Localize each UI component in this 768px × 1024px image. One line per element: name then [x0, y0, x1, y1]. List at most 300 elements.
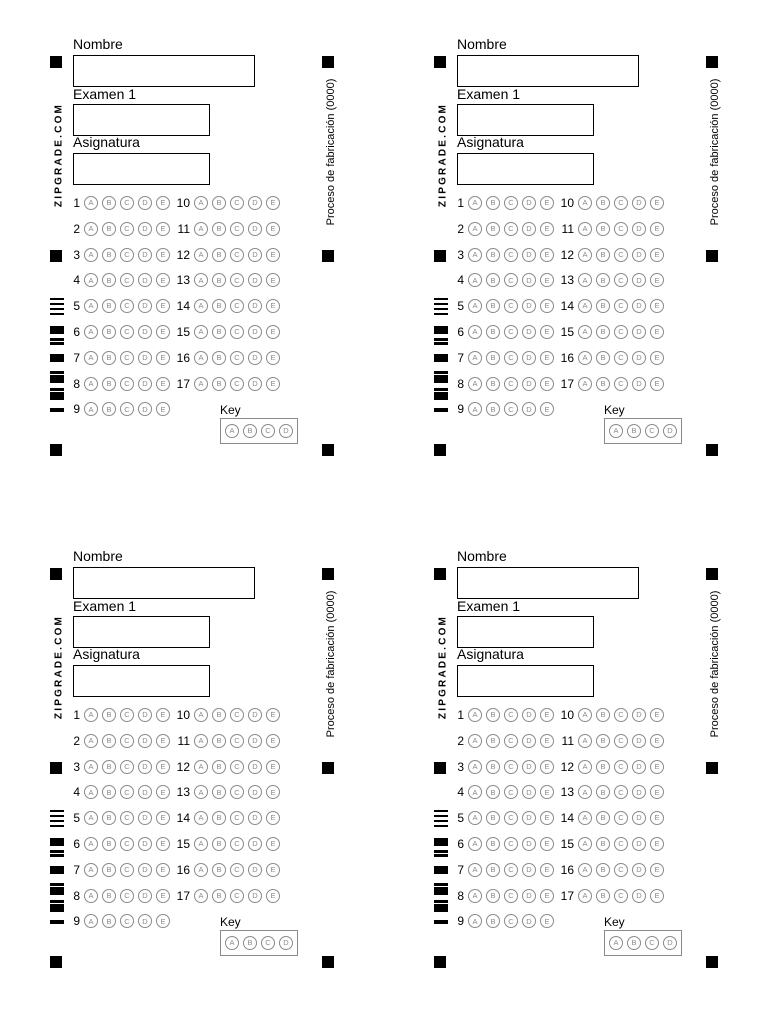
answer-bubble-c[interactable]: C	[614, 863, 628, 877]
answer-bubble-a[interactable]: A	[468, 402, 482, 416]
answer-bubble-c[interactable]: C	[614, 734, 628, 748]
answer-bubble-c[interactable]: C	[230, 760, 244, 774]
answer-bubble-e[interactable]: E	[650, 837, 664, 851]
key-bubble-b[interactable]: B	[627, 424, 641, 438]
answer-bubble-e[interactable]: E	[650, 863, 664, 877]
answer-bubble-b[interactable]: B	[102, 402, 116, 416]
answer-bubble-e[interactable]: E	[540, 273, 554, 287]
exam-input-box[interactable]	[73, 616, 210, 648]
answer-bubble-c[interactable]: C	[120, 402, 134, 416]
key-bubble-d[interactable]: D	[279, 424, 293, 438]
answer-bubble-a[interactable]: A	[84, 914, 98, 928]
answer-bubble-b[interactable]: B	[596, 734, 610, 748]
answer-bubble-c[interactable]: C	[614, 248, 628, 262]
answer-bubble-e[interactable]: E	[266, 222, 280, 236]
answer-bubble-b[interactable]: B	[212, 734, 226, 748]
answer-bubble-c[interactable]: C	[504, 325, 518, 339]
answer-bubble-e[interactable]: E	[156, 760, 170, 774]
answer-bubble-b[interactable]: B	[212, 222, 226, 236]
answer-bubble-d[interactable]: D	[248, 377, 262, 391]
answer-bubble-e[interactable]: E	[650, 760, 664, 774]
answer-bubble-b[interactable]: B	[102, 837, 116, 851]
answer-bubble-e[interactable]: E	[540, 222, 554, 236]
answer-bubble-c[interactable]: C	[230, 351, 244, 365]
answer-bubble-e[interactable]: E	[650, 785, 664, 799]
answer-bubble-b[interactable]: B	[486, 299, 500, 313]
answer-bubble-a[interactable]: A	[578, 734, 592, 748]
answer-bubble-a[interactable]: A	[578, 837, 592, 851]
answer-bubble-c[interactable]: C	[120, 889, 134, 903]
answer-bubble-e[interactable]: E	[650, 708, 664, 722]
answer-bubble-b[interactable]: B	[486, 837, 500, 851]
subject-input-box[interactable]	[457, 153, 594, 185]
answer-bubble-b[interactable]: B	[212, 811, 226, 825]
answer-bubble-d[interactable]: D	[138, 785, 152, 799]
answer-bubble-c[interactable]: C	[614, 325, 628, 339]
key-bubble-b[interactable]: B	[627, 936, 641, 950]
answer-bubble-d[interactable]: D	[248, 734, 262, 748]
answer-bubble-a[interactable]: A	[578, 785, 592, 799]
answer-bubble-a[interactable]: A	[194, 273, 208, 287]
answer-bubble-c[interactable]: C	[504, 248, 518, 262]
answer-bubble-d[interactable]: D	[522, 377, 536, 391]
answer-bubble-b[interactable]: B	[596, 196, 610, 210]
answer-bubble-b[interactable]: B	[596, 377, 610, 391]
key-bubble-c[interactable]: C	[261, 424, 275, 438]
answer-bubble-d[interactable]: D	[248, 889, 262, 903]
answer-bubble-e[interactable]: E	[156, 708, 170, 722]
answer-bubble-e[interactable]: E	[156, 248, 170, 262]
answer-bubble-c[interactable]: C	[120, 734, 134, 748]
answer-bubble-e[interactable]: E	[540, 196, 554, 210]
answer-bubble-b[interactable]: B	[486, 196, 500, 210]
name-input-box[interactable]	[457, 567, 639, 599]
answer-bubble-d[interactable]: D	[138, 734, 152, 748]
answer-bubble-b[interactable]: B	[486, 325, 500, 339]
answer-bubble-b[interactable]: B	[102, 196, 116, 210]
answer-bubble-e[interactable]: E	[156, 196, 170, 210]
answer-bubble-a[interactable]: A	[578, 351, 592, 365]
answer-bubble-a[interactable]: A	[194, 785, 208, 799]
answer-bubble-b[interactable]: B	[486, 811, 500, 825]
answer-bubble-c[interactable]: C	[230, 377, 244, 391]
answer-bubble-c[interactable]: C	[120, 708, 134, 722]
answer-bubble-e[interactable]: E	[266, 273, 280, 287]
answer-bubble-e[interactable]: E	[650, 734, 664, 748]
answer-bubble-a[interactable]: A	[578, 325, 592, 339]
answer-bubble-c[interactable]: C	[504, 811, 518, 825]
answer-bubble-d[interactable]: D	[138, 248, 152, 262]
answer-bubble-d[interactable]: D	[248, 248, 262, 262]
answer-bubble-b[interactable]: B	[102, 785, 116, 799]
answer-bubble-a[interactable]: A	[194, 299, 208, 313]
answer-bubble-a[interactable]: A	[84, 863, 98, 877]
answer-bubble-b[interactable]: B	[102, 811, 116, 825]
answer-bubble-e[interactable]: E	[266, 351, 280, 365]
answer-bubble-e[interactable]: E	[540, 785, 554, 799]
answer-bubble-d[interactable]: D	[138, 863, 152, 877]
answer-bubble-b[interactable]: B	[212, 760, 226, 774]
answer-bubble-a[interactable]: A	[468, 325, 482, 339]
answer-bubble-d[interactable]: D	[522, 222, 536, 236]
answer-bubble-a[interactable]: A	[84, 785, 98, 799]
answer-bubble-b[interactable]: B	[102, 708, 116, 722]
answer-bubble-e[interactable]: E	[540, 811, 554, 825]
answer-bubble-d[interactable]: D	[632, 248, 646, 262]
answer-bubble-c[interactable]: C	[120, 811, 134, 825]
answer-bubble-a[interactable]: A	[84, 248, 98, 262]
subject-input-box[interactable]	[73, 153, 210, 185]
answer-bubble-e[interactable]: E	[156, 837, 170, 851]
answer-bubble-a[interactable]: A	[468, 811, 482, 825]
answer-bubble-d[interactable]: D	[522, 889, 536, 903]
answer-bubble-a[interactable]: A	[84, 351, 98, 365]
answer-bubble-b[interactable]: B	[212, 299, 226, 313]
answer-bubble-c[interactable]: C	[614, 785, 628, 799]
answer-bubble-e[interactable]: E	[540, 734, 554, 748]
answer-bubble-b[interactable]: B	[102, 889, 116, 903]
answer-bubble-a[interactable]: A	[84, 222, 98, 236]
answer-bubble-a[interactable]: A	[194, 837, 208, 851]
answer-bubble-b[interactable]: B	[596, 708, 610, 722]
answer-bubble-e[interactable]: E	[540, 914, 554, 928]
answer-bubble-d[interactable]: D	[522, 402, 536, 416]
answer-bubble-b[interactable]: B	[486, 222, 500, 236]
answer-bubble-b[interactable]: B	[212, 785, 226, 799]
answer-bubble-d[interactable]: D	[522, 299, 536, 313]
answer-bubble-b[interactable]: B	[102, 248, 116, 262]
answer-bubble-c[interactable]: C	[230, 785, 244, 799]
answer-bubble-d[interactable]: D	[632, 889, 646, 903]
answer-bubble-c[interactable]: C	[614, 760, 628, 774]
answer-bubble-c[interactable]: C	[614, 837, 628, 851]
answer-bubble-d[interactable]: D	[522, 273, 536, 287]
answer-bubble-e[interactable]: E	[266, 785, 280, 799]
answer-bubble-d[interactable]: D	[632, 273, 646, 287]
answer-bubble-a[interactable]: A	[468, 734, 482, 748]
answer-bubble-b[interactable]: B	[486, 734, 500, 748]
answer-bubble-d[interactable]: D	[522, 708, 536, 722]
answer-bubble-e[interactable]: E	[266, 889, 280, 903]
answer-bubble-e[interactable]: E	[266, 734, 280, 748]
answer-bubble-d[interactable]: D	[138, 760, 152, 774]
answer-bubble-a[interactable]: A	[468, 273, 482, 287]
answer-bubble-e[interactable]: E	[540, 760, 554, 774]
answer-bubble-d[interactable]: D	[248, 325, 262, 339]
answer-bubble-b[interactable]: B	[486, 914, 500, 928]
answer-bubble-e[interactable]: E	[156, 351, 170, 365]
answer-bubble-c[interactable]: C	[120, 377, 134, 391]
answer-bubble-b[interactable]: B	[212, 377, 226, 391]
answer-bubble-c[interactable]: C	[614, 351, 628, 365]
answer-bubble-a[interactable]: A	[84, 325, 98, 339]
answer-bubble-c[interactable]: C	[230, 248, 244, 262]
answer-bubble-e[interactable]: E	[540, 402, 554, 416]
answer-bubble-a[interactable]: A	[84, 734, 98, 748]
answer-bubble-b[interactable]: B	[102, 325, 116, 339]
answer-bubble-c[interactable]: C	[120, 248, 134, 262]
answer-bubble-c[interactable]: C	[504, 785, 518, 799]
answer-bubble-c[interactable]: C	[120, 222, 134, 236]
answer-bubble-b[interactable]: B	[486, 273, 500, 287]
answer-bubble-c[interactable]: C	[504, 863, 518, 877]
answer-bubble-e[interactable]: E	[650, 889, 664, 903]
answer-bubble-a[interactable]: A	[84, 402, 98, 416]
answer-bubble-d[interactable]: D	[522, 760, 536, 774]
answer-bubble-d[interactable]: D	[138, 351, 152, 365]
answer-bubble-a[interactable]: A	[578, 889, 592, 903]
answer-bubble-e[interactable]: E	[650, 248, 664, 262]
key-bubble-c[interactable]: C	[645, 424, 659, 438]
answer-bubble-a[interactable]: A	[468, 914, 482, 928]
key-bubble-c[interactable]: C	[645, 936, 659, 950]
answer-bubble-e[interactable]: E	[156, 273, 170, 287]
answer-bubble-c[interactable]: C	[120, 351, 134, 365]
answer-bubble-d[interactable]: D	[632, 708, 646, 722]
answer-bubble-b[interactable]: B	[212, 351, 226, 365]
answer-bubble-a[interactable]: A	[194, 734, 208, 748]
answer-bubble-c[interactable]: C	[504, 402, 518, 416]
answer-bubble-e[interactable]: E	[540, 863, 554, 877]
answer-bubble-a[interactable]: A	[84, 760, 98, 774]
answer-bubble-e[interactable]: E	[156, 402, 170, 416]
answer-bubble-b[interactable]: B	[596, 785, 610, 799]
answer-bubble-c[interactable]: C	[120, 863, 134, 877]
answer-bubble-d[interactable]: D	[522, 734, 536, 748]
answer-bubble-b[interactable]: B	[102, 760, 116, 774]
answer-bubble-e[interactable]: E	[540, 377, 554, 391]
answer-bubble-d[interactable]: D	[632, 377, 646, 391]
answer-bubble-e[interactable]: E	[266, 863, 280, 877]
answer-bubble-d[interactable]: D	[632, 222, 646, 236]
answer-bubble-d[interactable]: D	[248, 196, 262, 210]
answer-bubble-b[interactable]: B	[596, 889, 610, 903]
answer-bubble-c[interactable]: C	[230, 811, 244, 825]
exam-input-box[interactable]	[457, 616, 594, 648]
name-input-box[interactable]	[73, 55, 255, 87]
answer-bubble-a[interactable]: A	[468, 377, 482, 391]
answer-bubble-d[interactable]: D	[632, 785, 646, 799]
answer-bubble-e[interactable]: E	[650, 811, 664, 825]
key-bubble-c[interactable]: C	[261, 936, 275, 950]
answer-bubble-b[interactable]: B	[596, 273, 610, 287]
answer-bubble-e[interactable]: E	[156, 222, 170, 236]
answer-bubble-c[interactable]: C	[504, 837, 518, 851]
answer-bubble-c[interactable]: C	[614, 811, 628, 825]
answer-bubble-c[interactable]: C	[120, 196, 134, 210]
subject-input-box[interactable]	[73, 665, 210, 697]
answer-bubble-c[interactable]: C	[230, 325, 244, 339]
answer-bubble-d[interactable]: D	[632, 734, 646, 748]
answer-bubble-c[interactable]: C	[120, 785, 134, 799]
answer-bubble-e[interactable]: E	[266, 708, 280, 722]
answer-bubble-a[interactable]: A	[578, 760, 592, 774]
answer-bubble-b[interactable]: B	[212, 889, 226, 903]
answer-bubble-a[interactable]: A	[194, 248, 208, 262]
answer-bubble-b[interactable]: B	[596, 351, 610, 365]
answer-bubble-c[interactable]: C	[504, 273, 518, 287]
answer-bubble-b[interactable]: B	[212, 863, 226, 877]
exam-input-box[interactable]	[73, 104, 210, 136]
answer-bubble-e[interactable]: E	[650, 196, 664, 210]
answer-bubble-b[interactable]: B	[102, 734, 116, 748]
answer-bubble-b[interactable]: B	[102, 222, 116, 236]
answer-bubble-c[interactable]: C	[230, 222, 244, 236]
answer-bubble-e[interactable]: E	[540, 248, 554, 262]
answer-bubble-c[interactable]: C	[504, 760, 518, 774]
answer-bubble-d[interactable]: D	[522, 837, 536, 851]
answer-bubble-b[interactable]: B	[596, 325, 610, 339]
answer-bubble-c[interactable]: C	[504, 196, 518, 210]
answer-bubble-d[interactable]: D	[138, 273, 152, 287]
answer-bubble-e[interactable]: E	[540, 351, 554, 365]
answer-bubble-e[interactable]: E	[540, 325, 554, 339]
answer-bubble-a[interactable]: A	[468, 222, 482, 236]
answer-bubble-a[interactable]: A	[578, 222, 592, 236]
answer-bubble-b[interactable]: B	[212, 196, 226, 210]
answer-bubble-b[interactable]: B	[596, 760, 610, 774]
answer-bubble-a[interactable]: A	[194, 222, 208, 236]
answer-bubble-e[interactable]: E	[540, 837, 554, 851]
answer-bubble-d[interactable]: D	[138, 222, 152, 236]
answer-bubble-d[interactable]: D	[138, 811, 152, 825]
answer-bubble-b[interactable]: B	[596, 299, 610, 313]
answer-bubble-d[interactable]: D	[138, 325, 152, 339]
answer-bubble-c[interactable]: C	[614, 708, 628, 722]
answer-bubble-a[interactable]: A	[194, 325, 208, 339]
answer-bubble-c[interactable]: C	[614, 196, 628, 210]
answer-bubble-e[interactable]: E	[156, 325, 170, 339]
answer-bubble-e[interactable]: E	[156, 889, 170, 903]
answer-bubble-e[interactable]: E	[540, 708, 554, 722]
answer-bubble-b[interactable]: B	[102, 377, 116, 391]
answer-bubble-c[interactable]: C	[504, 351, 518, 365]
answer-bubble-c[interactable]: C	[230, 734, 244, 748]
answer-bubble-e[interactable]: E	[266, 837, 280, 851]
answer-bubble-e[interactable]: E	[156, 785, 170, 799]
answer-bubble-b[interactable]: B	[486, 377, 500, 391]
answer-bubble-c[interactable]: C	[614, 222, 628, 236]
key-bubble-a[interactable]: A	[609, 424, 623, 438]
answer-bubble-b[interactable]: B	[596, 837, 610, 851]
answer-bubble-b[interactable]: B	[102, 273, 116, 287]
answer-bubble-a[interactable]: A	[468, 708, 482, 722]
exam-input-box[interactable]	[457, 104, 594, 136]
answer-bubble-a[interactable]: A	[468, 351, 482, 365]
answer-bubble-e[interactable]: E	[540, 889, 554, 903]
answer-bubble-c[interactable]: C	[504, 889, 518, 903]
answer-bubble-b[interactable]: B	[486, 785, 500, 799]
answer-bubble-a[interactable]: A	[468, 863, 482, 877]
answer-bubble-e[interactable]: E	[650, 273, 664, 287]
answer-bubble-b[interactable]: B	[486, 863, 500, 877]
answer-bubble-b[interactable]: B	[212, 325, 226, 339]
answer-bubble-d[interactable]: D	[632, 325, 646, 339]
answer-bubble-c[interactable]: C	[230, 889, 244, 903]
answer-bubble-a[interactable]: A	[84, 837, 98, 851]
answer-bubble-d[interactable]: D	[248, 299, 262, 313]
key-bubble-b[interactable]: B	[243, 936, 257, 950]
answer-bubble-a[interactable]: A	[84, 196, 98, 210]
key-bubble-a[interactable]: A	[609, 936, 623, 950]
answer-bubble-e[interactable]: E	[156, 914, 170, 928]
answer-bubble-e[interactable]: E	[540, 299, 554, 313]
answer-bubble-d[interactable]: D	[248, 222, 262, 236]
key-bubble-d[interactable]: D	[663, 936, 677, 950]
answer-bubble-a[interactable]: A	[194, 889, 208, 903]
answer-bubble-a[interactable]: A	[194, 811, 208, 825]
answer-bubble-d[interactable]: D	[522, 248, 536, 262]
answer-bubble-d[interactable]: D	[248, 351, 262, 365]
answer-bubble-a[interactable]: A	[468, 196, 482, 210]
answer-bubble-d[interactable]: D	[522, 196, 536, 210]
answer-bubble-e[interactable]: E	[156, 299, 170, 313]
answer-bubble-b[interactable]: B	[212, 708, 226, 722]
answer-bubble-a[interactable]: A	[578, 248, 592, 262]
key-bubble-a[interactable]: A	[225, 424, 239, 438]
answer-bubble-a[interactable]: A	[84, 811, 98, 825]
answer-bubble-b[interactable]: B	[596, 863, 610, 877]
answer-bubble-a[interactable]: A	[194, 196, 208, 210]
answer-bubble-a[interactable]: A	[468, 248, 482, 262]
answer-bubble-b[interactable]: B	[486, 351, 500, 365]
answer-bubble-c[interactable]: C	[120, 914, 134, 928]
answer-bubble-c[interactable]: C	[120, 299, 134, 313]
answer-bubble-c[interactable]: C	[230, 196, 244, 210]
answer-bubble-b[interactable]: B	[486, 708, 500, 722]
answer-bubble-b[interactable]: B	[212, 837, 226, 851]
answer-bubble-d[interactable]: D	[522, 325, 536, 339]
answer-bubble-c[interactable]: C	[120, 837, 134, 851]
answer-bubble-c[interactable]: C	[504, 377, 518, 391]
answer-bubble-d[interactable]: D	[632, 863, 646, 877]
answer-bubble-c[interactable]: C	[614, 299, 628, 313]
key-bubble-a[interactable]: A	[225, 936, 239, 950]
answer-bubble-e[interactable]: E	[266, 248, 280, 262]
answer-bubble-a[interactable]: A	[468, 299, 482, 313]
answer-bubble-b[interactable]: B	[486, 760, 500, 774]
answer-bubble-d[interactable]: D	[138, 708, 152, 722]
answer-bubble-d[interactable]: D	[248, 785, 262, 799]
answer-bubble-d[interactable]: D	[522, 811, 536, 825]
answer-bubble-b[interactable]: B	[102, 863, 116, 877]
answer-bubble-e[interactable]: E	[266, 811, 280, 825]
key-bubble-b[interactable]: B	[243, 424, 257, 438]
answer-bubble-a[interactable]: A	[578, 299, 592, 313]
answer-bubble-e[interactable]: E	[650, 222, 664, 236]
answer-bubble-d[interactable]: D	[138, 889, 152, 903]
answer-bubble-d[interactable]: D	[632, 837, 646, 851]
answer-bubble-a[interactable]: A	[578, 708, 592, 722]
answer-bubble-a[interactable]: A	[84, 889, 98, 903]
answer-bubble-d[interactable]: D	[632, 299, 646, 313]
answer-bubble-d[interactable]: D	[632, 351, 646, 365]
answer-bubble-e[interactable]: E	[266, 377, 280, 391]
answer-bubble-c[interactable]: C	[230, 299, 244, 313]
answer-bubble-e[interactable]: E	[266, 325, 280, 339]
answer-bubble-d[interactable]: D	[522, 914, 536, 928]
answer-bubble-d[interactable]: D	[138, 914, 152, 928]
answer-bubble-b[interactable]: B	[212, 273, 226, 287]
answer-bubble-d[interactable]: D	[248, 760, 262, 774]
answer-bubble-c[interactable]: C	[614, 889, 628, 903]
answer-bubble-a[interactable]: A	[84, 708, 98, 722]
answer-bubble-c[interactable]: C	[230, 273, 244, 287]
answer-bubble-d[interactable]: D	[248, 811, 262, 825]
answer-bubble-a[interactable]: A	[194, 708, 208, 722]
name-input-box[interactable]	[457, 55, 639, 87]
answer-bubble-d[interactable]: D	[248, 273, 262, 287]
